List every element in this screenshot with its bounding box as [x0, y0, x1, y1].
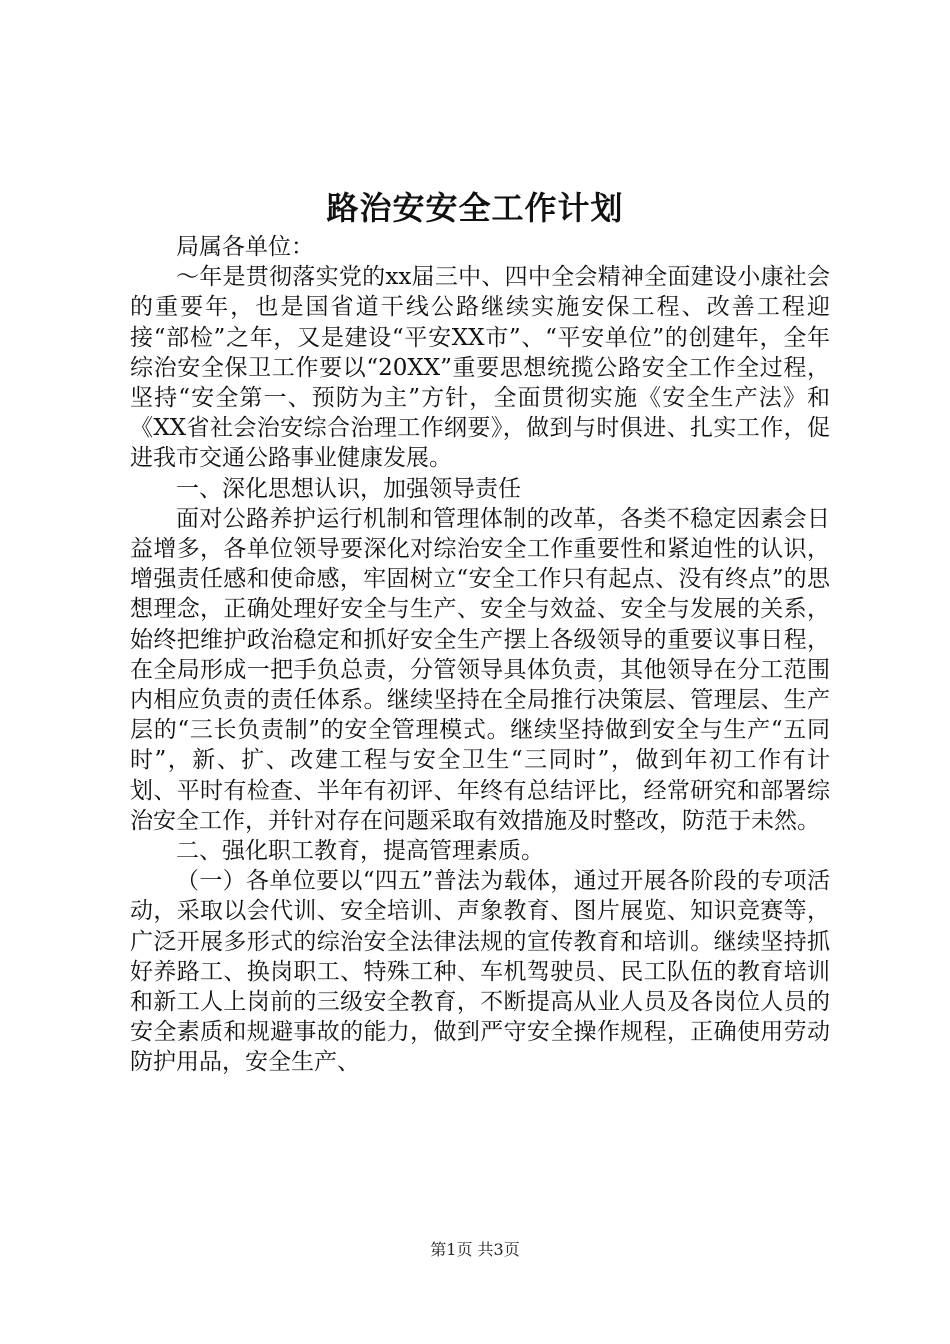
intro-paragraph: ～年是贯彻落实党的xx届三中、四中全会精神全面建设小康社会的重要年，也是国省道干线公路继续实施安保工程、改善工程迎接“部检”之年，又是建设“平安XX市”、“平安单位”的创建年，全年综治安全保卫工作要以“20XX”重要思想统揽公路安全工作全过程，坚持“安全第一、预防为主”方针，全面贯彻实施《安全生产法》和《XX省社会治安综合治理工作纲要》，做到与时俱进、扎实工作，促进我市交通公路事业健康发展。 [130, 264, 830, 472]
section-heading-1: 一、深化思想认识，加强领导责任 [176, 475, 521, 502]
document-body [130, 232, 830, 1078]
section-1-paragraph: 面对公路养护运行机制和管理体制的改革，各类不稳定因素会日益增多，各单位领导要深化对综治安全工作重要性和紧迫性的认识，增强责任感和使命感，牢固树立“安全工作只有起点、没有终点”的思想理念，正确处理好安全与生产、安全与效益、安全与发展的关系，始终把维护政治稳定和抓好安全生产摆上各级领导的重要议事日程，在全局形成一把手负总责，分管领导具体负责，其他领导在分工范围内相应负责的责任体系。继续坚持在全局推行决策层、管理层、生产层的“三长负责制”的安全管理模式。继续坚持做到安全与生产“五同时”，新、扩、改建工程与安全卫生“三同时”，做到年初工作有计划、平时有检查、半年有初评、年终有总结评比，经常研究和部署综治安全工作，并针对存在问题采取有效措施及时整改，防范于未然。 [130, 505, 830, 834]
section-heading-2: 二、强化职工教育，提高管理素质。 [176, 838, 544, 865]
salutation: 局属各单位： [176, 234, 314, 260]
section-2-paragraph: （一）各单位要以“四五”普法为载体，通过开展各阶段的专项活动，采取以会代训、安全培训、声象教育、图片展览、知识竞赛等，广泛开展多形式的综治安全法律法规的宣传教育和培训。继续坚持抓好养路工、换岗职工、特殊工种、车机驾驶员、民工队伍的教育培训和新工人上岗前的三级安全教育，不断提高从业人员及各岗位人员的安全素质和规避事故的能力，做到严守安全操作规程，正确使用劳动防护用品，安全生产、 [130, 868, 830, 1076]
document-title: 路治安安全工作计划 [326, 189, 624, 227]
page-footer: 第1页 共3页 [430, 1240, 520, 1259]
